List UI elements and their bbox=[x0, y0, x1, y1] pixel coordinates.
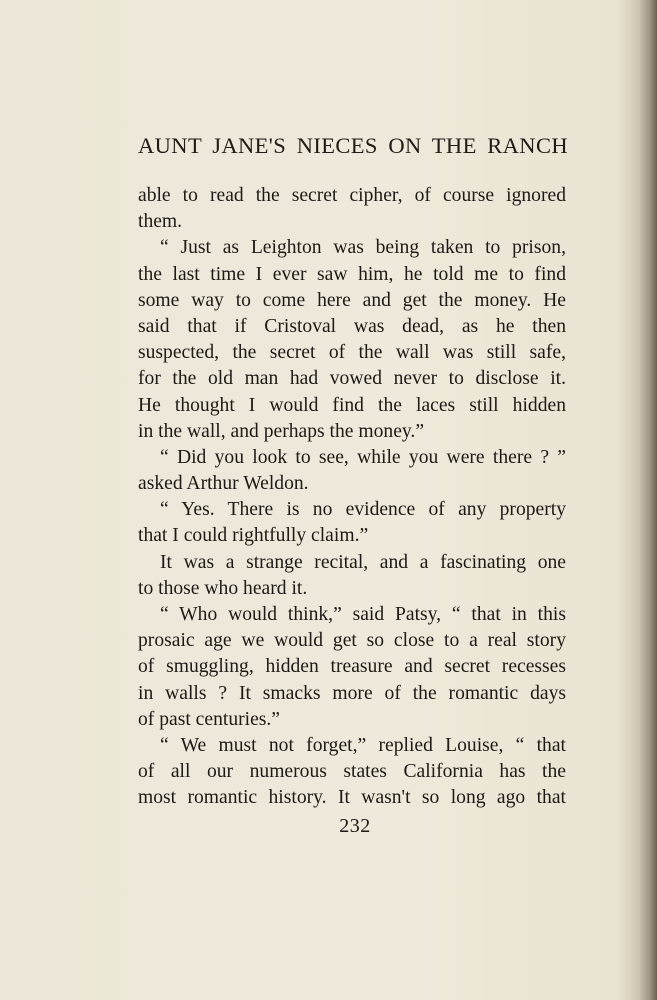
text-line: suspected, the secret of the wall was still safe, bbox=[138, 342, 566, 364]
text-line: to those who heard it. bbox=[138, 577, 308, 599]
running-head: AUNT JANE'S NIECES ON THE RANCH bbox=[138, 133, 568, 158]
text-line: prosaic age we would get so close to a real story bbox=[138, 630, 566, 652]
text-line: “ We must not forget,” replied Louise, “ that bbox=[160, 734, 566, 756]
text-line: “ Who would think,” said Patsy, “ that in this bbox=[160, 604, 566, 625]
text-line: some way to come here and get the money. He bbox=[138, 289, 566, 311]
text-line: them. bbox=[138, 211, 183, 233]
page-edge-shadow bbox=[639, 0, 657, 1000]
text-line: that I could rightfully claim.” bbox=[138, 525, 369, 547]
text-line: “ Just as Leighton was being taken to prison, bbox=[160, 237, 566, 259]
text-line: able to read the secret cipher, of course ignored bbox=[138, 185, 566, 206]
text-line: “ Yes. There is no evidence of any property bbox=[160, 499, 566, 521]
text-line: most romantic history. It wasn't so long ago that bbox=[138, 787, 566, 809]
text-line: for the old man had vowed never to disclose it. bbox=[138, 368, 566, 390]
page-number: 232 bbox=[339, 815, 371, 837]
text-line: in walls ? It smacks more of the romantic days bbox=[138, 682, 566, 704]
text-line: He thought I would find the laces still hidden bbox=[138, 394, 566, 416]
text-line: “ Did you look to see, while you were there ? ” bbox=[160, 446, 566, 468]
text-line: of past centuries.” bbox=[138, 708, 280, 730]
text-line: of all our numerous states California has the bbox=[138, 761, 566, 783]
text-line: asked Arthur Weldon. bbox=[138, 473, 309, 495]
text-line: in the wall, and perhaps the money.” bbox=[138, 420, 425, 442]
body-text bbox=[138, 183, 566, 812]
text-line: of smuggling, hidden treasure and secret recesses bbox=[138, 656, 566, 678]
text-line: said that if Cristoval was dead, as he then bbox=[138, 315, 566, 337]
text-line: It was a strange recital, and a fascinating one bbox=[160, 551, 566, 573]
text-line: the last time I ever saw him, he told me to find bbox=[138, 263, 566, 285]
